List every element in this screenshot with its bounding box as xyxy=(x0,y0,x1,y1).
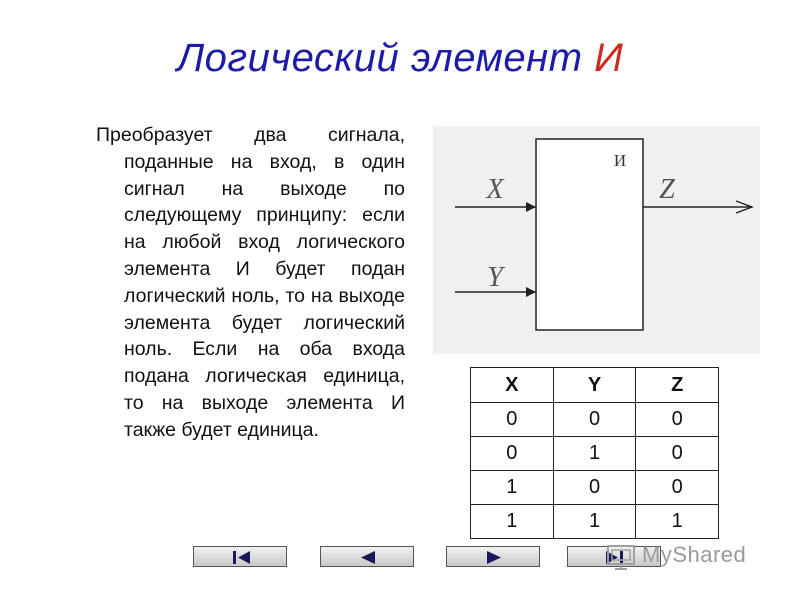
table-cell: 1 xyxy=(636,505,719,539)
title-accent: И xyxy=(594,36,624,80)
previous-icon xyxy=(321,547,415,568)
input-y-arrow xyxy=(526,287,536,297)
description-text xyxy=(96,122,405,444)
previous-slide-button[interactable] xyxy=(320,546,414,567)
table-cell: 0 xyxy=(471,403,554,437)
table-cell: 0 xyxy=(636,403,719,437)
gate-label: И xyxy=(613,151,627,170)
table-cell: 0 xyxy=(636,437,719,471)
gate-box xyxy=(536,139,643,330)
table-cell: 0 xyxy=(636,471,719,505)
table-cell: 1 xyxy=(471,471,554,505)
header-x: X xyxy=(471,368,554,403)
slide-title xyxy=(0,36,800,81)
header-y: Y xyxy=(553,368,636,403)
and-gate-diagram xyxy=(433,126,760,354)
table-cell: 1 xyxy=(553,505,636,539)
table-row xyxy=(471,471,719,505)
input-x-label: X xyxy=(486,174,504,205)
header-z: Z xyxy=(636,368,719,403)
truth-table xyxy=(470,367,719,539)
table-cell: 0 xyxy=(553,471,636,505)
output-z-label: Z xyxy=(659,174,675,205)
table-cell: 0 xyxy=(471,437,554,471)
table-row xyxy=(471,505,719,539)
table-row xyxy=(471,403,719,437)
truth-table-header-row xyxy=(471,368,719,403)
first-icon xyxy=(194,547,288,568)
description-paragraph: Преобразует два сигнала, поданные на вход, в один сигнал на выходе по следующему принципу: если на любой вход логического элемента И будет подан логический ноль, то на выходе элемента будет логический ноль. Если на оба входа подана логическая единица, то на выходе элемента И также будет единица. xyxy=(96,124,405,441)
gate-svg xyxy=(433,126,760,354)
first-slide-button[interactable] xyxy=(193,546,287,567)
next-slide-button[interactable] xyxy=(446,546,540,567)
watermark-text: MyShared xyxy=(642,542,747,567)
next-icon xyxy=(447,547,541,568)
table-cell: 0 xyxy=(553,403,636,437)
input-x-arrow xyxy=(526,202,536,212)
watermark-logo-icon xyxy=(606,540,640,570)
table-cell: 1 xyxy=(553,437,636,471)
watermark xyxy=(606,539,746,571)
table-cell: 1 xyxy=(471,505,554,539)
table-row xyxy=(471,437,719,471)
input-y-label: Y xyxy=(487,262,503,293)
title-main: Логический элемент xyxy=(176,36,583,80)
